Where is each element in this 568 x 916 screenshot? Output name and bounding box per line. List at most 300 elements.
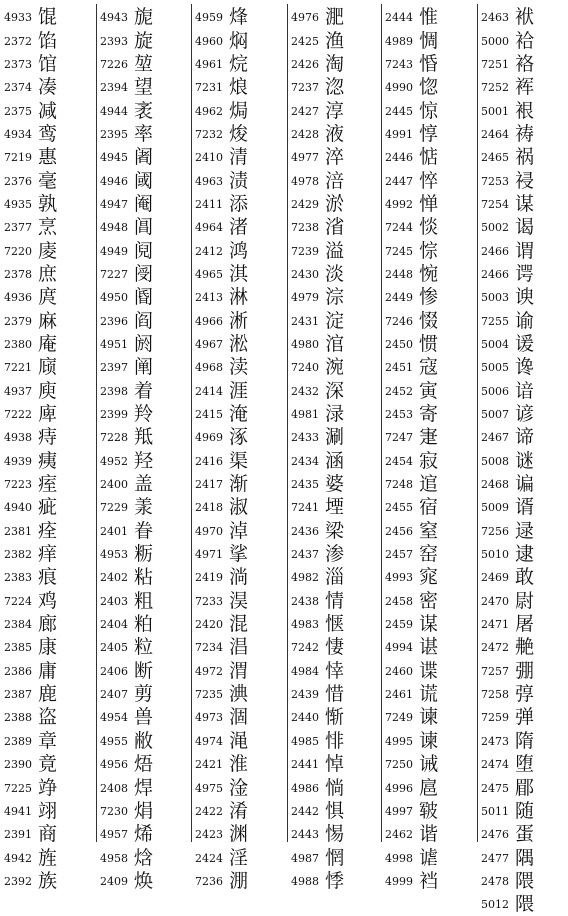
table-row [287,403,347,426]
char-code: 2404 [100,618,128,632]
table-row [287,683,347,706]
hanzi-char: 淡 [325,262,345,285]
table-row [191,800,251,823]
table-row [96,216,156,239]
hanzi-char: 谝 [515,473,535,496]
table-row [96,239,156,262]
table-row [287,263,347,286]
hanzi-char: 惯 [419,332,439,355]
char-code: 2392 [4,874,32,888]
hanzi-char: 涸 [229,706,249,729]
table-row [0,99,60,122]
char-code: 7244 [385,221,413,235]
char-code: 2472 [481,641,509,655]
hanzi-char: 涿 [229,426,249,449]
hanzi-char: 焐 [134,753,154,776]
hanzi-char: 惜 [325,683,345,706]
hanzi-char: 翊 [38,799,58,822]
hanzi-char: 渔 [325,29,345,52]
char-code: 4968 [195,361,223,375]
hanzi-char: 眷 [134,519,154,542]
char-code: 2387 [4,688,32,702]
char-code: 2373 [4,57,32,71]
table-row [381,76,441,99]
hanzi-char: 淦 [229,776,249,799]
hanzi-char: 淀 [325,309,345,332]
hanzi-char: 粝 [134,543,154,566]
char-code: 2446 [385,151,413,165]
table-row [287,193,347,216]
hanzi-char: 阎 [134,309,154,332]
char-code: 7221 [4,361,32,375]
hanzi-char: 逮 [515,543,535,566]
table-row [96,333,156,356]
char-code: 2447 [385,174,413,188]
hanzi-char: 婆 [325,473,345,496]
hanzi-char: 祷 [515,122,535,145]
table-row [287,286,347,309]
table-row [477,473,537,496]
hanzi-char: 寁 [419,426,439,449]
code-column [381,6,441,893]
table-row [96,660,156,683]
char-code: 5000 [481,34,509,48]
char-code: 2424 [195,851,223,865]
hanzi-char: 剪 [134,683,154,706]
char-code: 7258 [481,688,509,702]
hanzi-char: 淇 [229,262,249,285]
hanzi-char: 惟 [419,6,439,29]
table-row [191,473,251,496]
char-code: 4977 [291,151,319,165]
char-code: 4953 [100,548,128,562]
table-row [477,753,537,776]
table-row [96,753,156,776]
hanzi-char: 涪 [325,169,345,192]
hanzi-char: 敝 [134,729,154,752]
table-row [0,870,60,893]
hanzi-char: 旋 [134,29,154,52]
table-row [381,800,441,823]
table-row [0,660,60,683]
char-code: 4938 [4,431,32,445]
table-row [191,776,251,799]
char-code: 2438 [291,594,319,608]
hanzi-char: 断 [134,659,154,682]
char-code: 4998 [385,851,413,865]
table-row [381,450,441,473]
hanzi-char: 羚 [134,403,154,426]
table-row [96,169,156,192]
table-row [0,753,60,776]
char-code: 4969 [195,431,223,445]
hanzi-char: 羟 [134,449,154,472]
char-code: 2449 [385,291,413,305]
hanzi-char: 裈 [515,76,535,99]
hanzi-char: 淖 [229,519,249,542]
table-row [287,356,347,379]
hanzi-char: 谕 [515,309,535,332]
table-row [287,870,347,893]
char-code: 2395 [100,127,128,141]
char-code: 7259 [481,711,509,725]
hanzi-char: 渚 [229,216,249,239]
table-row [191,426,251,449]
table-row [0,776,60,799]
table-row [287,6,347,29]
table-row [191,566,251,589]
char-code: 7226 [100,57,128,71]
char-code: 2381 [4,524,32,538]
hanzi-char: 袷 [515,29,535,52]
hanzi-char: 惝 [325,776,345,799]
table-row [381,520,441,543]
hanzi-char: 旎 [134,6,154,29]
hanzi-char: 密 [419,589,439,612]
table-row [381,660,441,683]
table-row [477,169,537,192]
char-code: 7246 [385,314,413,328]
char-code: 2428 [291,127,319,141]
char-code: 4990 [385,81,413,95]
hanzi-char: 溢 [325,239,345,262]
table-row [381,263,441,286]
char-code: 2406 [100,664,128,678]
char-code: 4988 [291,874,319,888]
char-code: 4934 [4,127,32,141]
table-row [0,263,60,286]
hanzi-char: 逯 [515,519,535,542]
hanzi-char: 堙 [325,496,345,519]
table-row [287,123,347,146]
hanzi-char: 皲 [419,799,439,822]
hanzi-char: 寂 [419,449,439,472]
char-code: 2435 [291,478,319,492]
code-column [477,6,537,916]
char-code: 7254 [481,197,509,211]
char-code: 4979 [291,291,319,305]
hanzi-char: 痍 [38,449,58,472]
char-code: 5001 [481,104,509,118]
hanzi-char: 涫 [325,332,345,355]
char-code: 2439 [291,688,319,702]
char-code: 4973 [195,711,223,725]
table-row [0,356,60,379]
char-code: 4946 [100,174,128,188]
hanzi-char: 羕 [134,496,154,519]
hanzi-char: 淅 [229,309,249,332]
hanzi-char: 窕 [419,566,439,589]
char-code: 2410 [195,151,223,165]
table-row [96,450,156,473]
table-row [191,99,251,122]
table-row [191,450,251,473]
hanzi-char: 敢 [515,566,535,589]
table-row [381,169,441,192]
char-code: 2476 [481,828,509,842]
hanzi-char: 惛 [419,52,439,75]
char-code: 4948 [100,221,128,235]
char-code: 7249 [385,711,413,725]
char-code: 5006 [481,384,509,398]
char-code: 2440 [291,711,319,725]
table-row [191,76,251,99]
table-row [96,309,156,332]
table-row [0,123,60,146]
char-code: 2468 [481,478,509,492]
hanzi-char: 隋 [515,729,535,752]
table-row [287,426,347,449]
char-code: 2450 [385,337,413,351]
char-code: 2457 [385,548,413,562]
hanzi-char: 裆 [419,869,439,892]
table-row [381,870,441,893]
char-code: 4955 [100,734,128,748]
char-code: 7248 [385,478,413,492]
table-row [191,706,251,729]
char-code: 4965 [195,267,223,281]
table-row [287,776,347,799]
table-row [191,520,251,543]
hanzi-char: 兽 [134,706,154,729]
hanzi-char: 蛋 [515,823,535,846]
char-code: 2432 [291,384,319,398]
hanzi-char: 渠 [229,449,249,472]
char-code: 5005 [481,361,509,375]
char-code: 2422 [195,804,223,818]
hanzi-char: 惭 [325,706,345,729]
table-row [477,636,537,659]
table-row [381,613,441,636]
char-code: 2433 [291,431,319,445]
char-code: 2461 [385,688,413,702]
table-row [0,683,60,706]
table-row [191,660,251,683]
hanzi-char: 淞 [229,332,249,355]
char-code: 2444 [385,11,413,25]
char-code: 2455 [385,501,413,515]
table-row [191,193,251,216]
char-code: 2441 [291,758,319,772]
table-row [477,800,537,823]
char-code: 4997 [385,804,413,818]
table-row [191,356,251,379]
table-row [381,99,441,122]
char-code: 7223 [4,478,32,492]
char-code: 4974 [195,734,223,748]
char-code: 4983 [291,618,319,632]
char-code: 2372 [4,34,32,48]
table-row [0,636,60,659]
char-code: 2462 [385,828,413,842]
hanzi-char: 鸾 [38,122,58,145]
char-code: 7224 [4,594,32,608]
hanzi-char: 尉 [515,589,535,612]
hanzi-char: 谑 [419,846,439,869]
table-row [381,730,441,753]
hanzi-char: 着 [134,379,154,402]
table-row [381,6,441,29]
char-code: 7230 [100,804,128,818]
table-row [287,146,347,169]
char-code: 4945 [100,151,128,165]
table-row [96,636,156,659]
table-row [96,193,156,216]
hanzi-char: 挲 [229,543,249,566]
table-row [381,380,441,403]
table-row [477,356,537,379]
table-row [287,590,347,613]
hanzi-char: 艴 [515,636,535,659]
table-row [96,99,156,122]
table-row [191,613,251,636]
table-row [191,870,251,893]
char-code: 4986 [291,781,319,795]
hanzi-char: 弸 [515,659,535,682]
table-row [477,99,537,122]
hanzi-char: 减 [38,99,58,122]
char-code: 5011 [481,804,509,818]
char-code: 2419 [195,571,223,585]
table-row [287,823,347,846]
table-row [477,403,537,426]
char-code: 7237 [291,81,319,95]
hanzi-char: 窒 [419,519,439,542]
table-row [96,683,156,706]
char-code: 4941 [4,804,32,818]
table-row [477,730,537,753]
table-row [0,800,60,823]
table-row [477,613,537,636]
table-row [477,566,537,589]
hanzi-char: 庸 [38,659,58,682]
char-code: 4959 [195,11,223,25]
char-code: 4950 [100,291,128,305]
hanzi-char: 渍 [229,169,249,192]
hanzi-char: 烷 [229,52,249,75]
hanzi-char: 寅 [419,379,439,402]
hanzi-char: 渐 [229,473,249,496]
hanzi-char: 竫 [38,776,58,799]
char-code: 4958 [100,851,128,865]
table-row [191,753,251,776]
table-row [381,29,441,52]
char-code: 2382 [4,548,32,562]
char-code: 4989 [385,34,413,48]
char-code: 2471 [481,618,509,632]
hanzi-char: 隈 [515,869,535,892]
hanzi-char: 阐 [134,356,154,379]
char-code: 4985 [291,734,319,748]
hanzi-char: 郿 [515,776,535,799]
char-code: 2425 [291,34,319,48]
table-row [0,169,60,192]
char-code: 2445 [385,104,413,118]
hanzi-char: 阌 [134,262,154,285]
table-row [0,426,60,449]
table-row [191,333,251,356]
hanzi-char: 凑 [38,76,58,99]
char-code: 2394 [100,81,128,95]
table-row [191,123,251,146]
hanzi-char: 悰 [419,239,439,262]
hanzi-char: 谚 [515,403,535,426]
char-code: 2402 [100,571,128,585]
hanzi-char: 庾 [38,379,58,402]
hanzi-char: 逭 [419,473,439,496]
table-row [0,566,60,589]
char-code: 4996 [385,781,413,795]
table-row [0,706,60,729]
hanzi-char: 屠 [515,613,535,636]
table-row [191,239,251,262]
hanzi-char: 谋 [515,192,535,215]
hanzi-char: 痓 [38,473,58,496]
hanzi-char: 渑 [229,729,249,752]
hanzi-char: 惙 [419,309,439,332]
table-row [287,613,347,636]
table-row [477,380,537,403]
char-code: 5010 [481,548,509,562]
char-code: 2397 [100,361,128,375]
char-code: 7251 [481,57,509,71]
table-row [0,473,60,496]
hanzi-char: 率 [134,122,154,145]
char-code: 4963 [195,174,223,188]
table-row [96,543,156,566]
char-code: 2390 [4,758,32,772]
hanzi-char: 庶 [38,262,58,285]
hanzi-char: 惘 [325,846,345,869]
hanzi-char: 裉 [515,99,535,122]
hanzi-char: 烯 [134,823,154,846]
hanzi-char: 淑 [229,496,249,519]
hanzi-char: 谒 [515,216,535,239]
hanzi-char: 淫 [229,846,249,869]
char-code: 7255 [481,314,509,328]
char-code: 2420 [195,618,223,632]
char-code: 7243 [385,57,413,71]
table-row [477,496,537,519]
char-code: 4993 [385,571,413,585]
table-row [477,893,537,916]
table-row [381,286,441,309]
char-code: 4964 [195,221,223,235]
table-row [0,333,60,356]
char-code: 4942 [4,851,32,865]
table-row [477,239,537,262]
table-row [287,543,347,566]
hanzi-char: 袱 [515,6,535,29]
char-code: 7239 [291,244,319,258]
table-row [96,263,156,286]
hanzi-char: 烺 [229,76,249,99]
char-code: 2375 [4,104,32,118]
hanzi-char: 焆 [134,799,154,822]
char-code: 2430 [291,267,319,281]
hanzi-char: 痒 [38,543,58,566]
table-row [0,6,60,29]
table-row [191,590,251,613]
hanzi-char: 淋 [229,286,249,309]
char-code: 4994 [385,641,413,655]
table-row [477,590,537,613]
hanzi-char: 惆 [419,29,439,52]
table-row [381,823,441,846]
table-row [477,29,537,52]
char-code: 4952 [100,454,128,468]
hanzi-char: 添 [229,192,249,215]
